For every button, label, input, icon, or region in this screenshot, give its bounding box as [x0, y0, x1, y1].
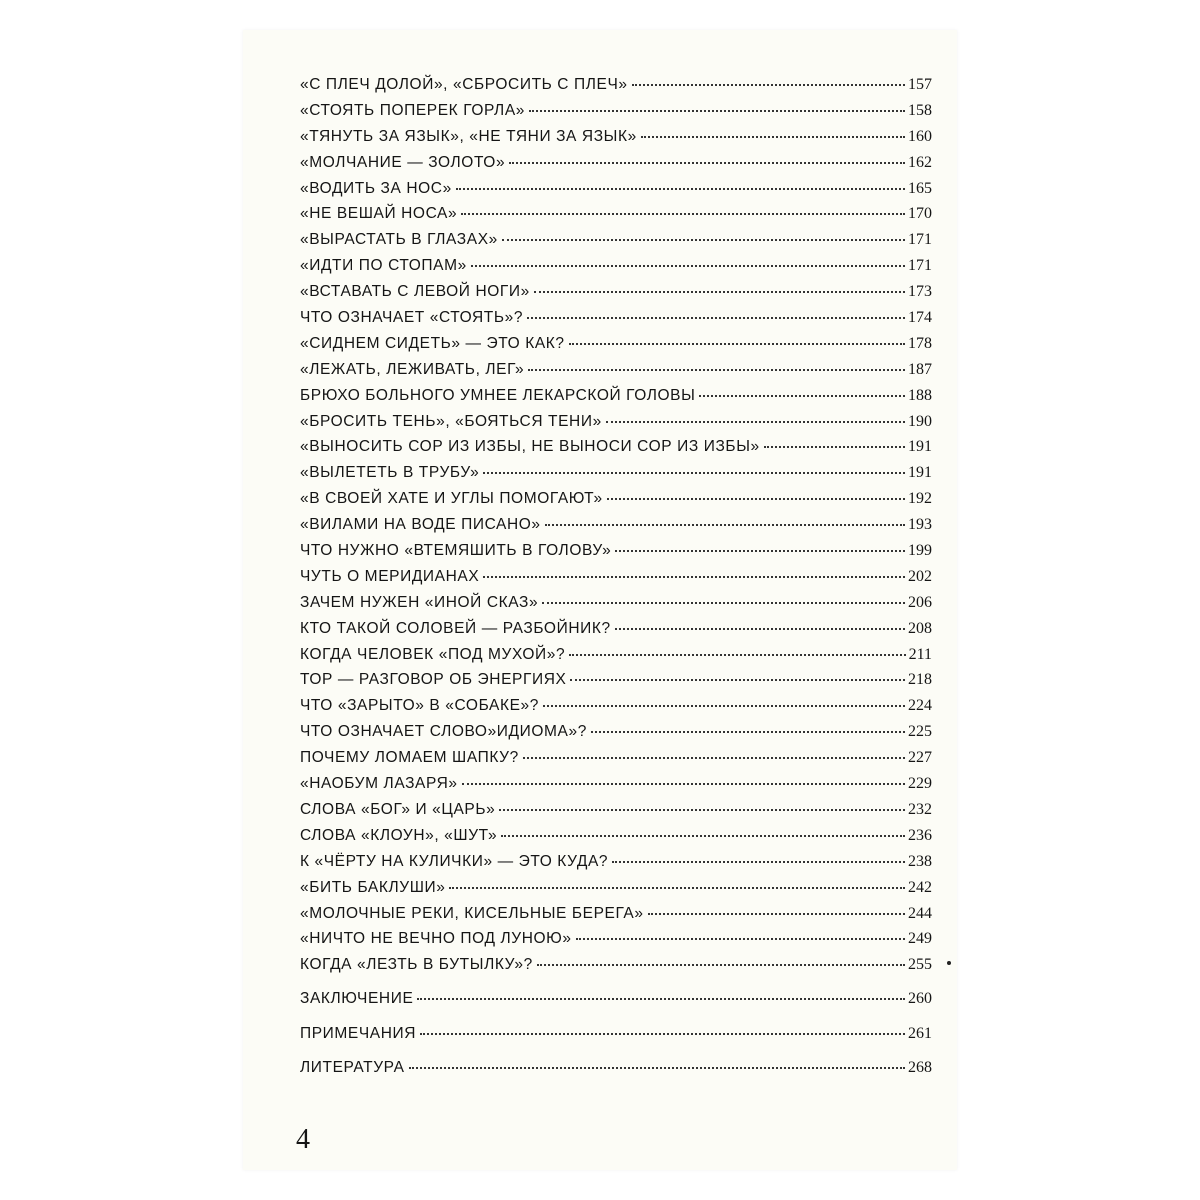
dot-leader	[569, 654, 905, 656]
dot-leader	[569, 343, 905, 345]
toc-entry	[300, 283, 932, 309]
dot-leader	[462, 783, 905, 785]
dot-leader	[456, 188, 905, 190]
toc-entry-page: 170	[908, 205, 932, 223]
toc-entry-title: ЧТО НУЖНО «ВТЕМЯШИТЬ В ГОЛОВУ»	[300, 542, 612, 560]
toc-entry	[300, 542, 932, 568]
toc-entry-title: ТОР — РАЗГОВОР ОБ ЭНЕРГИЯХ	[300, 671, 567, 689]
toc-entry	[300, 620, 932, 646]
dot-leader	[543, 705, 905, 707]
toc-entry	[300, 749, 932, 775]
dot-leader	[607, 498, 905, 500]
dot-leader	[483, 472, 905, 474]
toc-entry-title: «НАОБУМ ЛАЗАРЯ»	[300, 775, 458, 793]
toc-entry-page: 173	[908, 283, 932, 301]
toc-entry-title: «ВСТАВАТЬ С ЛЕВОЙ НОГИ»	[300, 283, 530, 301]
dot-leader	[648, 913, 905, 915]
toc-entry-page: 236	[908, 826, 932, 844]
toc-entry-page: 158	[908, 101, 932, 119]
print-speck	[947, 961, 951, 965]
toc-entry-title: ПРИМЕЧАНИЯ	[300, 1024, 417, 1042]
table-of-contents	[300, 76, 932, 982]
toc-entry	[300, 1025, 932, 1060]
toc-entry-title: КОГДА ЧЕЛОВЕК «ПОД МУХОЙ»?	[300, 645, 566, 663]
toc-entry-page: 188	[908, 386, 932, 404]
toc-entry-title: «С ПЛЕЧ ДОЛОЙ», «СБРОСИТЬ С ПЛЕЧ»	[300, 76, 628, 93]
toc-entry-title: «ВОДИТЬ ЗА НОС»	[300, 179, 452, 197]
toc-entry-title: «ВИЛАМИ НА ВОДЕ ПИСАНО»	[300, 516, 541, 534]
toc-entry-title: КТО ТАКОЙ СОЛОВЕЙ — РАЗБОЙНИК?	[300, 619, 611, 637]
toc-entry-page: 211	[908, 645, 932, 663]
toc-entry	[300, 1059, 932, 1094]
toc-entry	[300, 801, 932, 827]
dot-leader	[420, 1033, 905, 1035]
toc-entry	[300, 231, 932, 257]
toc-entry-title: «МОЛЧАНИЕ — ЗОЛОТО»	[300, 153, 506, 171]
toc-entry-title: ЧТО ОЗНАЧАЕТ СЛОВО»ИДИОМА»?	[300, 723, 587, 741]
dot-leader	[545, 524, 905, 526]
toc-entry	[300, 335, 932, 361]
toc-entry-title: «ЛЕЖАТЬ, ЛЕЖИВАТЬ, ЛЕГ»	[300, 360, 525, 378]
dot-leader	[527, 317, 905, 319]
dot-leader	[449, 887, 905, 889]
toc-entry	[300, 568, 932, 594]
toc-entry-title: ПОЧЕМУ ЛОМАЕМ ШАПКУ?	[300, 749, 519, 767]
dot-leader	[534, 291, 905, 293]
dot-leader	[523, 757, 905, 759]
toc-entry-page: 191	[908, 438, 932, 456]
toc-entry-page: 202	[908, 567, 932, 585]
dot-leader	[502, 239, 905, 241]
toc-entry	[300, 697, 932, 723]
dot-leader	[499, 809, 905, 811]
toc-entry-title: СЛОВА «БОГ» И «ЦАРЬ»	[300, 800, 496, 818]
dot-leader	[528, 369, 905, 371]
toc-entry	[300, 464, 932, 490]
toc-entry-page: 171	[908, 257, 932, 275]
toc-entry-page: 225	[908, 723, 932, 741]
toc-entry-title: «СТОЯТЬ ПОПЕРЕК ГОРЛА»	[300, 101, 525, 119]
toc-entry-page: 227	[908, 749, 932, 767]
toc-entry-page: 178	[908, 334, 932, 352]
toc-entry-page: 191	[908, 464, 932, 482]
toc-entry	[300, 827, 932, 853]
dot-leader	[764, 446, 905, 448]
toc-entry-title: «ТЯНУТЬ ЗА ЯЗЫК», «НЕ ТЯНИ ЗА ЯЗЫК»	[300, 127, 637, 145]
toc-entry	[300, 646, 932, 672]
dot-leader	[483, 576, 905, 578]
toc-entry-title: «НЕ ВЕШАЙ НОСА»	[300, 205, 458, 223]
toc-entry	[300, 723, 932, 749]
toc-entry-page: 238	[908, 852, 932, 870]
toc-entry	[300, 956, 932, 982]
dot-leader	[699, 395, 905, 397]
toc-entry	[300, 309, 932, 335]
toc-entry-title: СЛОВА «КЛОУН», «ШУТ»	[300, 826, 498, 844]
toc-entry-page: 268	[908, 1059, 932, 1076]
toc-entry-title: ЧУТЬ О МЕРИДИАНАХ	[300, 567, 480, 585]
toc-entry	[300, 180, 932, 206]
dot-leader	[409, 1067, 905, 1069]
toc-entry-page: 199	[908, 542, 932, 560]
toc-entry-page: 157	[908, 76, 932, 93]
toc-entry-page: 232	[908, 800, 932, 818]
toc-entry-title: ЧТО «ЗАРЫТО» В «СОБАКЕ»?	[300, 697, 539, 715]
toc-entry	[300, 128, 932, 154]
toc-entry-title: «ИДТИ ПО СТОПАМ»	[300, 257, 467, 275]
page-number: 4	[296, 1124, 310, 1155]
toc-entry-page: 206	[908, 593, 932, 611]
toc-entry	[300, 853, 932, 879]
toc-entry-page: 160	[908, 127, 932, 145]
dot-leader	[606, 421, 905, 423]
toc-entry-page: 260	[908, 990, 932, 1007]
toc-entry	[300, 154, 932, 180]
toc-entry	[300, 361, 932, 387]
toc-entry-title: ЗАЧЕМ НУЖЕН «ИНОЙ СКАЗ»	[300, 593, 539, 611]
toc-entry	[300, 516, 932, 542]
dot-leader	[591, 731, 905, 733]
toc-entry-page: 162	[908, 153, 932, 171]
toc-entry-page: 242	[908, 878, 932, 896]
toc-entry	[300, 671, 932, 697]
dot-leader	[641, 136, 905, 138]
toc-entry-title: БРЮХО БОЛЬНОГО УМНЕЕ ЛЕКАРСКОЙ ГОЛОВЫ	[300, 386, 696, 404]
toc-entry-title: «В СВОЕЙ ХАТЕ И УГЛЫ ПОМОГАЮТ»	[300, 490, 603, 508]
toc-entry	[300, 257, 932, 283]
toc-entry-title: «НИЧТО НЕ ВЕЧНО ПОД ЛУНОЮ»	[300, 930, 572, 948]
toc-entry	[300, 413, 932, 439]
dot-leader	[461, 213, 905, 215]
dot-leader	[509, 162, 905, 164]
toc-entry-title: «ВЫНОСИТЬ СОР ИЗ ИЗБЫ, НЕ ВЫНОСИ СОР ИЗ ИЗБЫ»	[300, 438, 760, 456]
toc-entry-title: «ВЫЛЕТЕТЬ В ТРУБУ»	[300, 464, 480, 482]
dot-leader	[576, 938, 905, 940]
toc-entry	[300, 990, 932, 1025]
dot-leader	[471, 265, 905, 267]
toc-entry	[300, 102, 932, 128]
toc-entry-page: 208	[908, 619, 932, 637]
dot-leader	[570, 679, 905, 681]
toc-entry	[300, 438, 932, 464]
toc-entry	[300, 775, 932, 801]
toc-entry-page: 174	[908, 309, 932, 327]
toc-entry	[300, 594, 932, 620]
toc-entry-title: «СИДНЕМ СИДЕТЬ» — ЭТО КАК?	[300, 334, 565, 352]
dot-leader	[529, 110, 905, 112]
toc-entry-title: «БИТЬ БАКЛУШИ»	[300, 878, 446, 896]
dot-leader	[537, 964, 905, 966]
toc-entry	[300, 76, 932, 102]
toc-entry-page: 187	[908, 360, 932, 378]
toc-entry-page: 192	[908, 490, 932, 508]
toc-entry-page: 171	[908, 231, 932, 249]
toc-entry	[300, 930, 932, 956]
toc-entry-page: 190	[908, 412, 932, 430]
toc-entry-title: КОГДА «ЛЕЗТЬ В БУТЫЛКУ»?	[300, 956, 533, 974]
toc-entry-page: 218	[908, 671, 932, 689]
toc-entry-page: 249	[908, 930, 932, 948]
toc-entry-page: 229	[908, 775, 932, 793]
toc-entry	[300, 879, 932, 905]
toc-entry-title: «ВЫРАСТАТЬ В ГЛАЗАХ»	[300, 231, 498, 249]
toc-entry-title: ЧТО ОЗНАЧАЕТ «СТОЯТЬ»?	[300, 309, 524, 327]
toc-entry-title: К «ЧЁРТУ НА КУЛИЧКИ» — ЭТО КУДА?	[300, 852, 609, 870]
toc-entry-page: 224	[908, 697, 932, 715]
toc-entry-title: ЗАКЛЮЧЕНИЕ	[300, 990, 414, 1007]
toc-entry-page: 255	[908, 956, 932, 974]
dot-leader	[501, 835, 905, 837]
dot-leader	[632, 84, 905, 86]
dot-leader	[615, 628, 905, 630]
dot-leader	[417, 998, 905, 1000]
dot-leader	[542, 602, 905, 604]
toc-entry-title: ЛИТЕРАТУРА	[300, 1059, 405, 1076]
table-of-contents-back-matter	[300, 990, 932, 1094]
toc-entry-page: 165	[908, 179, 932, 197]
toc-entry-title: «МОЛОЧНЫЕ РЕКИ, КИСЕЛЬНЫЕ БЕРЕГА»	[300, 904, 644, 922]
toc-entry-page: 244	[908, 904, 932, 922]
toc-entry	[300, 387, 932, 413]
dot-leader	[612, 861, 905, 863]
toc-entry-page: 261	[908, 1024, 932, 1042]
toc-entry-title: «БРОСИТЬ ТЕНЬ», «БОЯТЬСЯ ТЕНИ»	[300, 412, 602, 430]
toc-entry	[300, 205, 932, 231]
toc-entry-page: 193	[908, 516, 932, 534]
dot-leader	[615, 550, 905, 552]
toc-entry	[300, 905, 932, 931]
toc-entry	[300, 490, 932, 516]
